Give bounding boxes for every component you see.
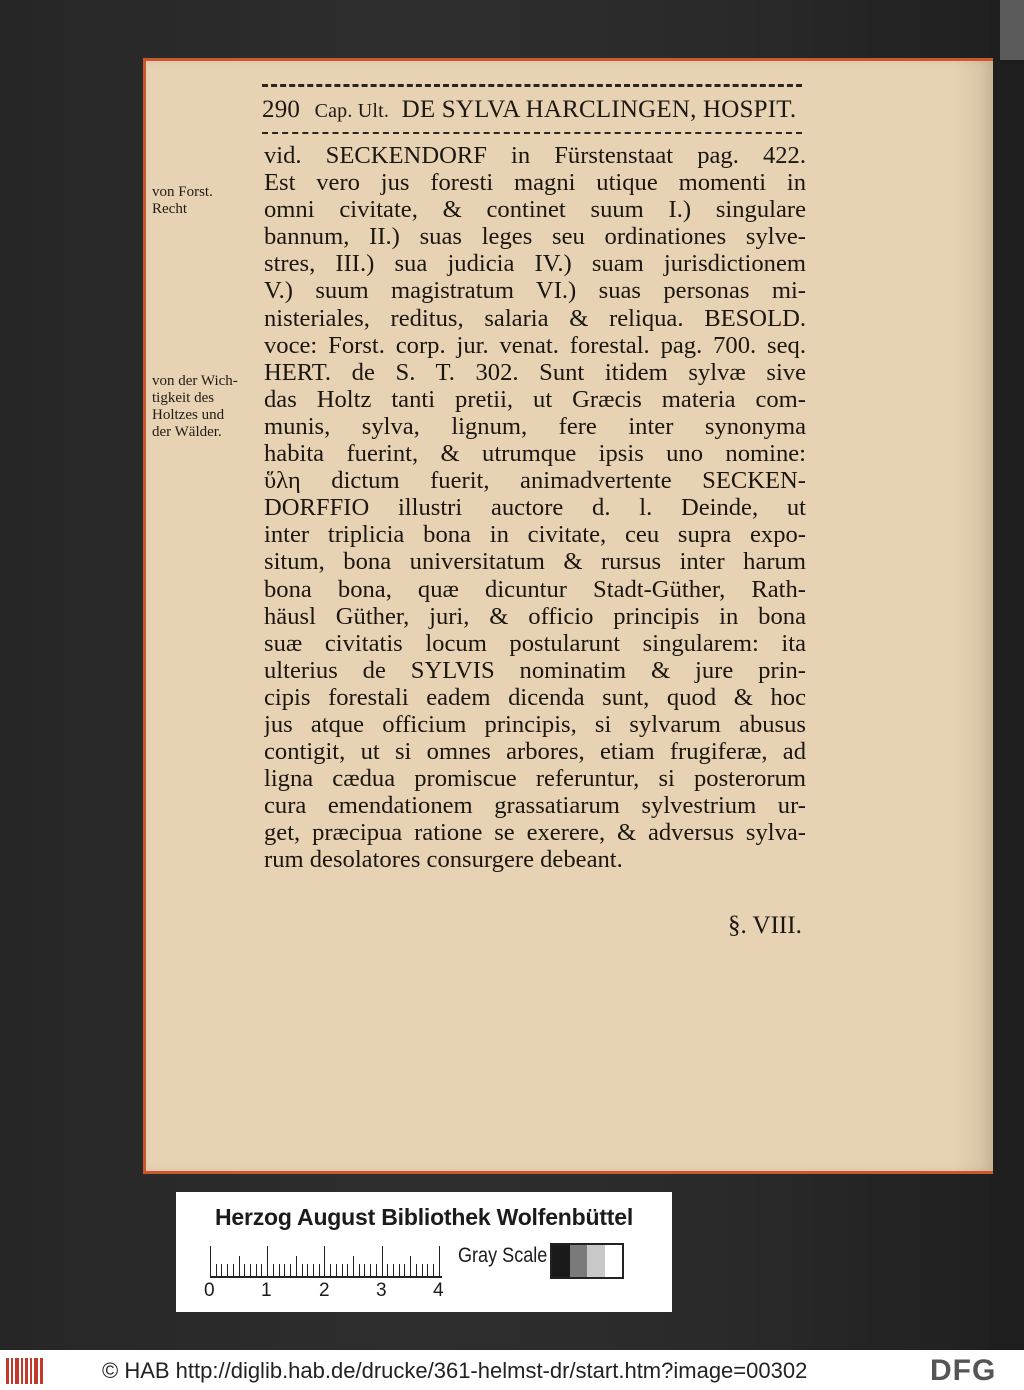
text-line: Est vero jus foresti magni utique momenti in <box>264 169 806 197</box>
gray-swatch <box>605 1245 623 1277</box>
ruler-tick <box>221 1264 222 1276</box>
text-line: cura emendationem grassatiarum sylvestrium ur- <box>264 792 806 820</box>
text-line: stres, III.) sua judicia IV.) suam jurisdictionem <box>264 250 806 278</box>
ruler-number: 2 <box>319 1280 330 1301</box>
text-line: häusl Güther, juri, & officio principis in bona <box>264 602 806 630</box>
ruler-tick <box>256 1264 257 1276</box>
ruler-tick <box>324 1246 325 1276</box>
measurement-ruler <box>210 1248 442 1278</box>
ruler-tick <box>404 1264 405 1276</box>
ruler-tick <box>439 1246 440 1276</box>
gray-swatch <box>587 1245 605 1277</box>
text-line: vid. SECKENDORF in Fürstenstaat pag. 422. <box>264 142 806 169</box>
header-rule-top <box>262 84 802 87</box>
text-line: HERT. de S. T. 302. Sunt itidem sylvæ sive <box>264 358 806 386</box>
ruler-tick <box>273 1264 274 1276</box>
marginal-line: der Wälder. <box>152 424 222 440</box>
ruler-tick <box>364 1264 365 1276</box>
header-rule-bottom <box>262 132 802 134</box>
marginal-line: Recht <box>152 201 187 217</box>
ruler-tick <box>210 1246 211 1276</box>
ruler-tick <box>433 1264 434 1276</box>
logo-bar <box>21 1358 23 1384</box>
text-line: habita fuerint, & utrumque ipsis uno nomine: <box>264 440 806 468</box>
ruler-tick <box>284 1264 285 1276</box>
page-gutter-shade <box>953 61 993 1171</box>
logo-bar <box>30 1358 32 1384</box>
ruler-tick <box>250 1264 251 1276</box>
text-line: jus atque officium principis, si sylvarum abusus <box>264 710 806 738</box>
header-title: DE SYLVA HARCLINGEN, HOSPIT. <box>401 96 797 123</box>
text-line: inter triplicia bona in civitate, ceu supra expo- <box>264 521 806 549</box>
ruler-tick <box>307 1264 308 1276</box>
ruler-tick <box>416 1264 417 1276</box>
ruler-tick <box>382 1246 383 1276</box>
gray-scale-label: Gray Scale <box>458 1244 548 1267</box>
ruler-tick <box>227 1264 228 1276</box>
text-line: omni civitate, & continet suum I.) singulare <box>264 196 806 224</box>
ruler-tick <box>330 1264 331 1276</box>
logo-bar <box>34 1358 38 1384</box>
marginal-note-forst-recht <box>152 184 213 218</box>
logo-bar <box>15 1358 19 1384</box>
text-line: das Holtz tanti pretii, ut Græcis materia com- <box>264 385 806 413</box>
marginal-line: tigkeit des <box>152 390 215 406</box>
ruler-tick <box>267 1246 268 1276</box>
logo-bar <box>25 1358 28 1384</box>
ruler-tick <box>302 1264 303 1276</box>
ruler-tick <box>296 1256 297 1276</box>
ruler-tick <box>410 1256 411 1276</box>
ruler-number: 0 <box>204 1280 215 1301</box>
text-line: rum desolatores consurgere debeant. <box>264 846 623 874</box>
ruler-tick <box>336 1264 337 1276</box>
ruler-tick <box>216 1264 217 1276</box>
marginal-line: von der Wich- <box>152 373 238 389</box>
text-line: ligna cædua promiscue referuntur, si posterorum <box>264 765 806 793</box>
footer-credit[interactable]: © HAB http://diglib.hab.de/drucke/361-helmst-dr/start.htm?image=00302 <box>102 1358 808 1383</box>
ruler-tick <box>233 1264 234 1276</box>
ruler-tick <box>290 1264 291 1276</box>
text-line: ὕλη dictum fuerit, animadvertente SECKEN- <box>264 467 806 495</box>
color-scale-card <box>176 1192 672 1312</box>
marginal-line: Holtzes und <box>152 407 225 423</box>
ruler-tick <box>313 1264 314 1276</box>
text-line: munis, sylva, lignum, fere inter synonyma <box>264 412 806 440</box>
text-line: ulterius de SYLVIS nominatim & jure prin- <box>264 656 806 684</box>
ruler-tick <box>422 1264 423 1276</box>
gray-swatch <box>552 1245 570 1277</box>
ruler-tick <box>279 1264 280 1276</box>
ruler-tick <box>342 1264 343 1276</box>
ruler-tick <box>427 1264 428 1276</box>
marginal-note-wichtigkeit <box>152 373 238 441</box>
ruler-tick <box>370 1264 371 1276</box>
library-name: Herzog August Bibliothek Wolfenbüttel <box>214 1204 634 1230</box>
marginal-line: von Forst. <box>152 184 213 200</box>
text-line: bannum, II.) suas leges seu ordinationes sylve- <box>264 223 806 251</box>
running-header <box>262 96 810 124</box>
text-line: DORFFIO illustri auctore d. l. Deinde, ut <box>264 494 806 522</box>
ruler-number: 4 <box>433 1280 444 1301</box>
ruler-tick <box>239 1256 240 1276</box>
text-line: get, præcipua ratione se exerere, & adversus sylva- <box>264 819 806 847</box>
chapter-label: Cap. Ult. <box>314 100 390 122</box>
text-line: voce: Forst. corp. jur. venat. forestal. pag. 700. seq. <box>264 331 806 359</box>
text-line: bona bona, quæ dicuntur Stadt-Güther, Rath- <box>264 575 806 603</box>
ruler-numbers <box>204 1280 464 1304</box>
ruler-number: 1 <box>261 1280 272 1301</box>
text-line: cipis forestali eadem dicenda sunt, quod & hoc <box>264 683 806 711</box>
ruler-tick <box>347 1264 348 1276</box>
ruler-tick <box>244 1264 245 1276</box>
ruler-tick <box>353 1256 354 1276</box>
text-line: contigit, ut si omnes arbores, etiam frugiferæ, ad <box>264 738 806 766</box>
text-line: V.) suum magistratum VI.) suas personas mi- <box>264 277 806 305</box>
logo-bar <box>11 1358 13 1384</box>
logo-bar <box>6 1358 9 1384</box>
ruler-tick <box>376 1264 377 1276</box>
logo-bar <box>40 1358 43 1384</box>
ruler-tick <box>387 1264 388 1276</box>
page-number: 290 <box>262 96 301 123</box>
dfg-logo: DFG <box>930 1354 997 1387</box>
scan-edge-strip <box>990 0 1024 1350</box>
gray-scale-swatches <box>550 1243 624 1279</box>
body-text <box>264 142 806 874</box>
ruler-tick <box>319 1264 320 1276</box>
ruler-tick <box>261 1264 262 1276</box>
gray-swatch <box>570 1245 588 1277</box>
text-line: situm, bona universitatum & rursus inter harum <box>264 548 806 576</box>
text-line: suæ civitatis locum postularunt singularem: ita <box>264 629 806 657</box>
ruler-tick <box>359 1264 360 1276</box>
ruler-tick <box>393 1264 394 1276</box>
text-line: nisteriales, reditus, salaria & reliqua. BESOLD. <box>264 304 806 332</box>
hab-logo-icon <box>6 1358 46 1384</box>
scan-corner-strip <box>1000 0 1024 60</box>
ruler-tick <box>399 1264 400 1276</box>
ruler-number: 3 <box>376 1280 387 1301</box>
catchword: §. VIII. <box>728 912 802 939</box>
footer-bar <box>0 1350 1024 1390</box>
